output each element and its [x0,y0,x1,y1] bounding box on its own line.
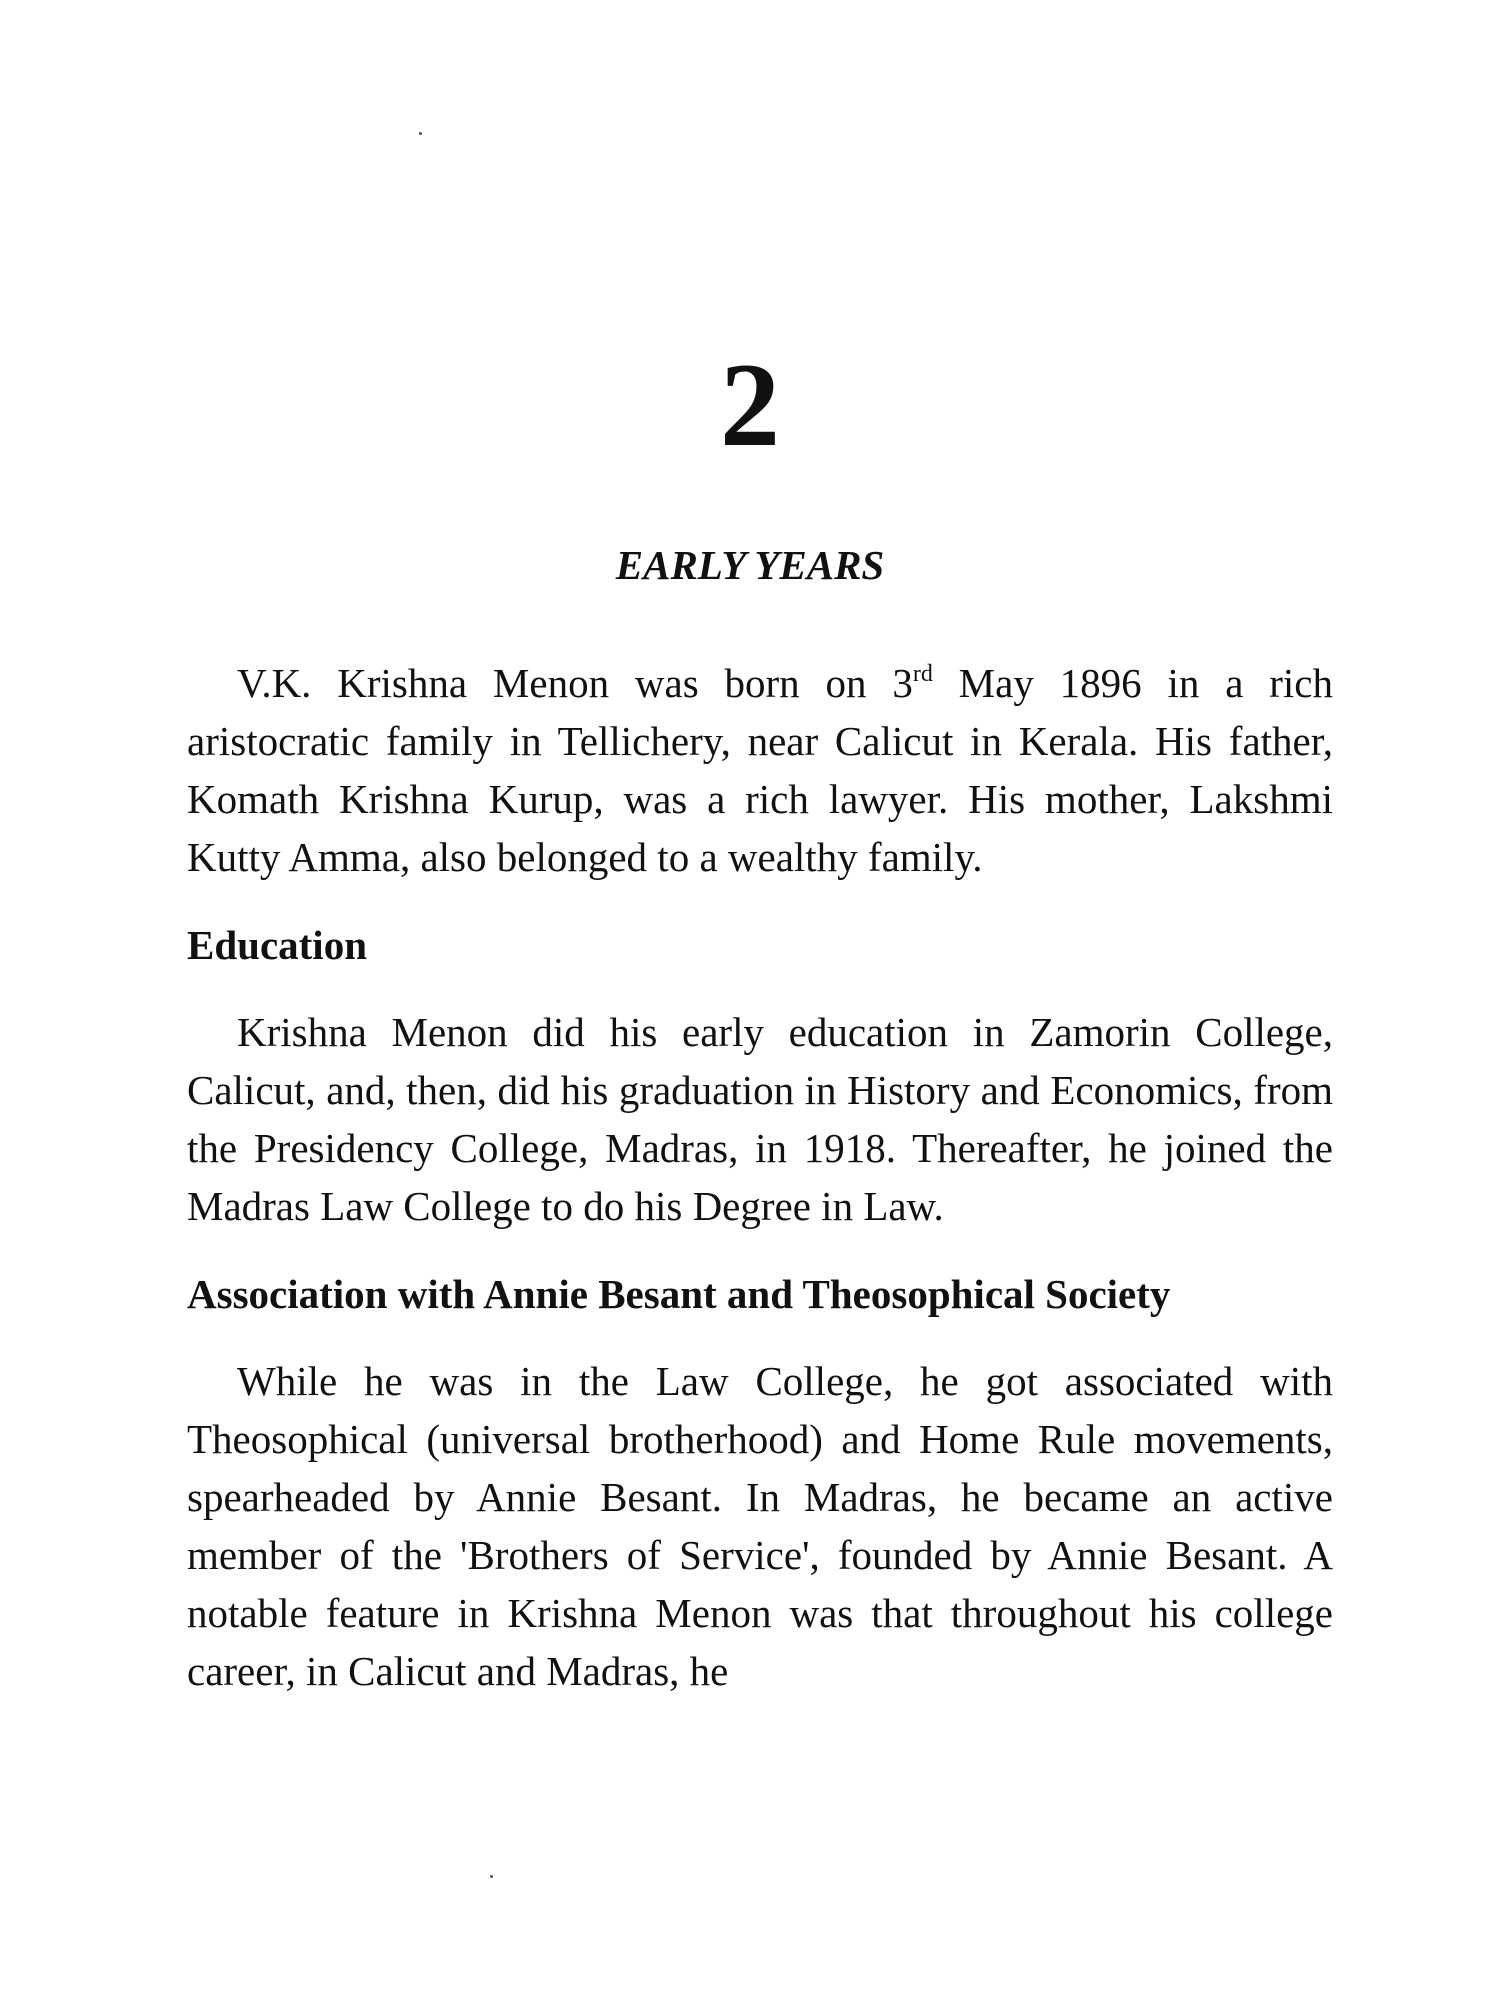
intro-text-end: May 1896 in a rich aristocratic family in Tellichery, near Calicut in Kerala. His father, Komath Krishna Kurup, was a rich lawyer. His mother, Lakshmi Kutty Amma, also belonged to a wealthy family. [187,660,1333,880]
ordinal-suffix: rd [912,661,933,687]
education-paragraph: Krishna Menon did his early education in Zamorin College, Calicut, and, then, did his graduation in History and Economics, from the Presidency College, Madras, in 1918. Thereafter, he joined the Madras Law College to do his Degree in Law. [187,1009,1333,1229]
education-section [187,916,1333,1235]
intro-text-start: V.K. Krishna Menon was born on 3 [237,660,913,706]
intro-paragraph [187,654,1333,886]
scan-speck [419,132,422,135]
section-heading-education: Education [187,922,367,968]
besant-paragraph: While he was in the Law College, he got associated with Theosophical (universal brotherhood) and Home Rule movements, spearheaded by Annie Besant. In Madras, he became an active member of the 'Brothers of Service', founded by Annie Besant. A notable feature in Krishna Menon was that throughout his college career, in Calicut and Madras, he [187,1358,1333,1694]
besant-section [187,1265,1333,1700]
chapter-title: EARLY YEARS [615,542,885,588]
section-heading-besant: Association with Annie Besant and Theosophical Society [187,1271,1171,1317]
scan-speck [490,1875,493,1878]
chapter-number: 2 [720,338,780,471]
intro-block [187,654,1333,886]
